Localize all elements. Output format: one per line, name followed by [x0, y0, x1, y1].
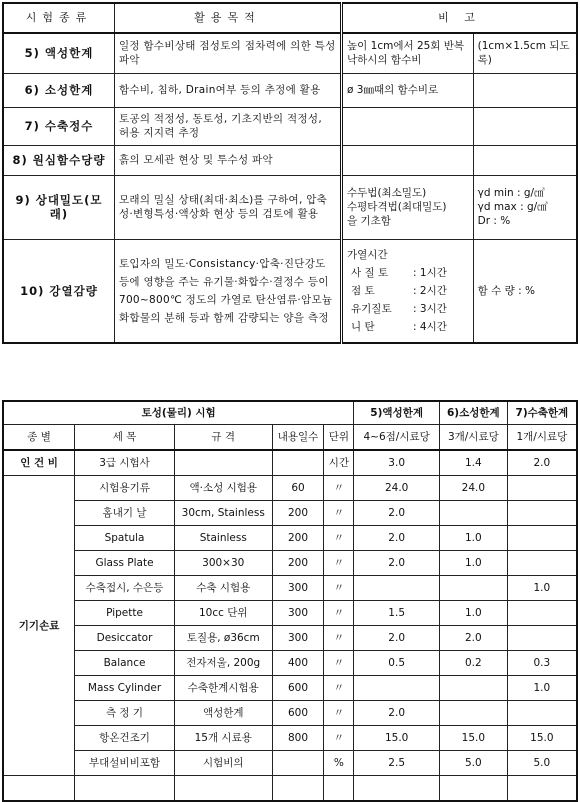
value-cell — [354, 776, 440, 802]
value-cell: 24.0 — [354, 476, 440, 501]
test-note — [342, 107, 474, 145]
cost-table — [2, 400, 578, 802]
note-line: 수평타격법(최대밀도) — [347, 201, 447, 213]
spec-cell: 수축한계시험용 — [174, 676, 272, 701]
value-cell — [507, 701, 577, 726]
test-purpose: 함수비, 침하, Drain여부 등의 추정에 활용 — [114, 73, 341, 107]
value-cell: 2.0 — [439, 626, 507, 651]
value-cell: 15.0 — [439, 726, 507, 751]
item-cell: 수축접시, 수은등 — [75, 576, 175, 601]
item-cell: Balance — [75, 651, 175, 676]
table-row — [3, 576, 577, 601]
category-cell: 인 건 비 — [3, 450, 75, 476]
unit-cell: 〃 — [324, 501, 354, 526]
spec-cell: 시험비의 — [174, 751, 272, 776]
unit-cell: 〃 — [324, 726, 354, 751]
table-row — [3, 239, 577, 343]
value-cell — [507, 551, 577, 576]
item-cell: Glass Plate — [75, 551, 175, 576]
test-purpose: 토입자의 밀도·Consistancy·압축·진단강도등에 영향을 주는 유기물·화합수·결정수 등이 700~800℃ 정도의 가열로 탄산염류·암모늄 화합물의 분해 등과 함께 감량되는 양을 측정 — [114, 239, 341, 343]
unit-cell: % — [324, 751, 354, 776]
value-cell: 3.0 — [354, 450, 440, 476]
item-cell: 부대설비비포함 — [75, 751, 175, 776]
table-title: 토성(물리) 시험 — [3, 401, 354, 425]
test-note-right — [473, 107, 577, 145]
value-cell — [507, 476, 577, 501]
category-cell: 기기손료 — [3, 476, 75, 776]
test-purpose-table — [2, 2, 578, 344]
unit-cell: 〃 — [324, 676, 354, 701]
note-item-label: 니 탄 — [351, 320, 375, 333]
col-header: 단위 — [324, 425, 354, 451]
note-item-value: : 4시간 — [413, 320, 447, 333]
test-name: 7) 수축정수 — [3, 107, 114, 145]
unit-cell: 〃 — [324, 651, 354, 676]
spec-cell: 15개 시료용 — [174, 726, 272, 751]
header-remarks: 비 고 — [342, 3, 577, 33]
col-header: 종 별 — [3, 425, 75, 451]
note-item — [347, 282, 469, 300]
spec-cell: 액·소성 시험용 — [174, 476, 272, 501]
unit-cell: 〃 — [324, 601, 354, 626]
spec-cell: 10cc 단위 — [174, 601, 272, 626]
test-note: ø 3㎜때의 함수비로 — [342, 73, 474, 107]
header-purpose: 활용목적 — [114, 3, 341, 33]
item-cell: Spatula — [75, 526, 175, 551]
test-name: 10) 강열감량 — [3, 239, 114, 343]
value-cell: 1.0 — [439, 601, 507, 626]
spec-cell: 토질용, ø36cm — [174, 626, 272, 651]
table-row — [3, 551, 577, 576]
test-col-header: 7)수축한계 — [507, 401, 577, 425]
test-name: 5) 액성한계 — [3, 33, 114, 73]
value-cell — [507, 501, 577, 526]
days-cell: 200 — [272, 526, 324, 551]
days-cell: 60 — [272, 476, 324, 501]
test-note: 높이 1cm에서 25회 반복낙하시의 함수비 — [342, 33, 474, 73]
column-header-row — [3, 425, 577, 451]
unit-cell: 〃 — [324, 626, 354, 651]
note-item-label: 유기질토 — [351, 302, 392, 315]
value-cell: 2.0 — [354, 701, 440, 726]
unit-cell: 〃 — [324, 701, 354, 726]
days-cell: 300 — [272, 601, 324, 626]
value-cell — [439, 576, 507, 601]
days-cell — [272, 751, 324, 776]
item-cell: 항온건조기 — [75, 726, 175, 751]
table-row — [3, 701, 577, 726]
test-name: 6) 소성한계 — [3, 73, 114, 107]
days-cell: 200 — [272, 501, 324, 526]
value-cell: 1.0 — [507, 676, 577, 701]
test-note — [342, 239, 474, 343]
spec-cell: Stainless — [174, 526, 272, 551]
spec-cell — [174, 450, 272, 476]
unit-cell: 〃 — [324, 526, 354, 551]
col-header: 1개/시료당 — [507, 425, 577, 451]
table-row — [3, 776, 577, 802]
col-header: 4~6점/시료당 — [354, 425, 440, 451]
table-row — [3, 450, 577, 476]
value-cell: 2.0 — [507, 450, 577, 476]
category-cell — [3, 776, 75, 802]
header-row — [3, 3, 577, 33]
value-cell — [354, 576, 440, 601]
table-row — [3, 751, 577, 776]
value-cell: 24.0 — [439, 476, 507, 501]
item-cell: Mass Cylinder — [75, 676, 175, 701]
test-note-right — [473, 175, 577, 239]
item-cell: 시험용기류 — [75, 476, 175, 501]
spec-cell: 전자저울, 200g — [174, 651, 272, 676]
note-line: Dr : % — [477, 215, 511, 227]
test-note-right: (1cm×1.5cm 되도록) — [473, 33, 577, 73]
spec-cell: 액성한계 — [174, 701, 272, 726]
item-cell — [75, 776, 175, 802]
table-row — [3, 175, 577, 239]
days-cell: 600 — [272, 701, 324, 726]
header-test-type: 시험종류 — [3, 3, 114, 33]
item-cell: Desiccator — [75, 626, 175, 651]
value-cell — [354, 676, 440, 701]
value-cell — [507, 526, 577, 551]
note-item — [347, 300, 469, 318]
col-header: 규 격 — [174, 425, 272, 451]
spec-cell: 300×30 — [174, 551, 272, 576]
test-note — [342, 175, 474, 239]
test-purpose: 일정 함수비상태 점성토의 점차력에 의한 특성 파악 — [114, 33, 341, 73]
note-item — [347, 318, 469, 336]
col-header: 내용일수 — [272, 425, 324, 451]
test-name: 8) 원심함수당량 — [3, 145, 114, 175]
value-cell — [439, 676, 507, 701]
note-item — [347, 264, 469, 282]
days-cell: 300 — [272, 576, 324, 601]
note-line: γd max : g/㎤ — [477, 201, 548, 213]
test-purpose: 모래의 밀실 상태(최대·최소)를 구하여, 압축성·변형특성·액상화 현상 등의 검토에 활용 — [114, 175, 341, 239]
table-row — [3, 476, 577, 501]
value-cell — [507, 776, 577, 802]
value-cell — [439, 701, 507, 726]
table-row — [3, 676, 577, 701]
value-cell — [507, 626, 577, 651]
value-cell — [439, 776, 507, 802]
value-cell — [507, 601, 577, 626]
value-cell: 2.0 — [354, 526, 440, 551]
note-item-label: 점 토 — [351, 284, 375, 297]
title-row — [3, 401, 577, 425]
value-cell: 15.0 — [507, 726, 577, 751]
unit-cell: 〃 — [324, 576, 354, 601]
table-row — [3, 145, 577, 175]
item-cell: 측 정 기 — [75, 701, 175, 726]
item-cell: Pipette — [75, 601, 175, 626]
days-cell: 800 — [272, 726, 324, 751]
value-cell: 2.0 — [354, 501, 440, 526]
note-item-value: : 3시간 — [413, 302, 447, 315]
spec-cell: 30cm, Stainless — [174, 501, 272, 526]
test-col-header: 6)소성한계 — [439, 401, 507, 425]
days-cell — [272, 450, 324, 476]
test-note-right — [473, 145, 577, 175]
item-cell: 3급 시험사 — [75, 450, 175, 476]
value-cell: 1.0 — [439, 551, 507, 576]
value-cell: 0.5 — [354, 651, 440, 676]
days-cell — [272, 776, 324, 802]
note-title: 가열시간 — [347, 248, 388, 261]
note-line: γd min : g/㎤ — [477, 187, 545, 199]
table-row — [3, 33, 577, 73]
value-cell: 0.3 — [507, 651, 577, 676]
note-line: 수두법(최소밀도) — [347, 187, 427, 199]
test-purpose: 흙의 모세관 현상 및 투수성 파악 — [114, 145, 341, 175]
value-cell: 1.0 — [439, 526, 507, 551]
table-row — [3, 726, 577, 751]
days-cell: 400 — [272, 651, 324, 676]
value-cell: 15.0 — [354, 726, 440, 751]
value-cell: 1.4 — [439, 450, 507, 476]
value-cell — [439, 501, 507, 526]
test-note-right: 함 수 량 : % — [473, 239, 577, 343]
days-cell: 600 — [272, 676, 324, 701]
note-item-value: : 1시간 — [413, 266, 447, 279]
days-cell: 300 — [272, 626, 324, 651]
note-item-value: : 2시간 — [413, 284, 447, 297]
value-cell: 2.5 — [354, 751, 440, 776]
spec-cell — [174, 776, 272, 802]
value-cell: 5.0 — [439, 751, 507, 776]
note-line: 을 기초함 — [347, 215, 391, 227]
unit-cell: 〃 — [324, 551, 354, 576]
note-item-label: 사 질 토 — [351, 266, 389, 279]
table-row — [3, 626, 577, 651]
value-cell: 2.0 — [354, 626, 440, 651]
table-row — [3, 601, 577, 626]
value-cell: 1.0 — [507, 576, 577, 601]
value-cell: 0.2 — [439, 651, 507, 676]
item-cell: 홈내기 날 — [75, 501, 175, 526]
unit-cell: 〃 — [324, 476, 354, 501]
spec-cell: 수축 시험용 — [174, 576, 272, 601]
table-row — [3, 107, 577, 145]
test-note — [342, 145, 474, 175]
col-header: 3개/시료당 — [439, 425, 507, 451]
unit-cell — [324, 776, 354, 802]
test-name: 9) 상대밀도(모래) — [3, 175, 114, 239]
col-header: 세 목 — [75, 425, 175, 451]
value-cell: 5.0 — [507, 751, 577, 776]
value-cell: 1.5 — [354, 601, 440, 626]
test-note-right — [473, 73, 577, 107]
test-purpose: 토공의 적정성, 동토성, 기초지반의 적정성, 허용 지지력 추정 — [114, 107, 341, 145]
test-col-header: 5)액성한계 — [354, 401, 440, 425]
table-row — [3, 651, 577, 676]
table-row — [3, 526, 577, 551]
table-row — [3, 73, 577, 107]
value-cell: 2.0 — [354, 551, 440, 576]
unit-cell: 시간 — [324, 450, 354, 476]
table-row — [3, 501, 577, 526]
days-cell: 200 — [272, 551, 324, 576]
